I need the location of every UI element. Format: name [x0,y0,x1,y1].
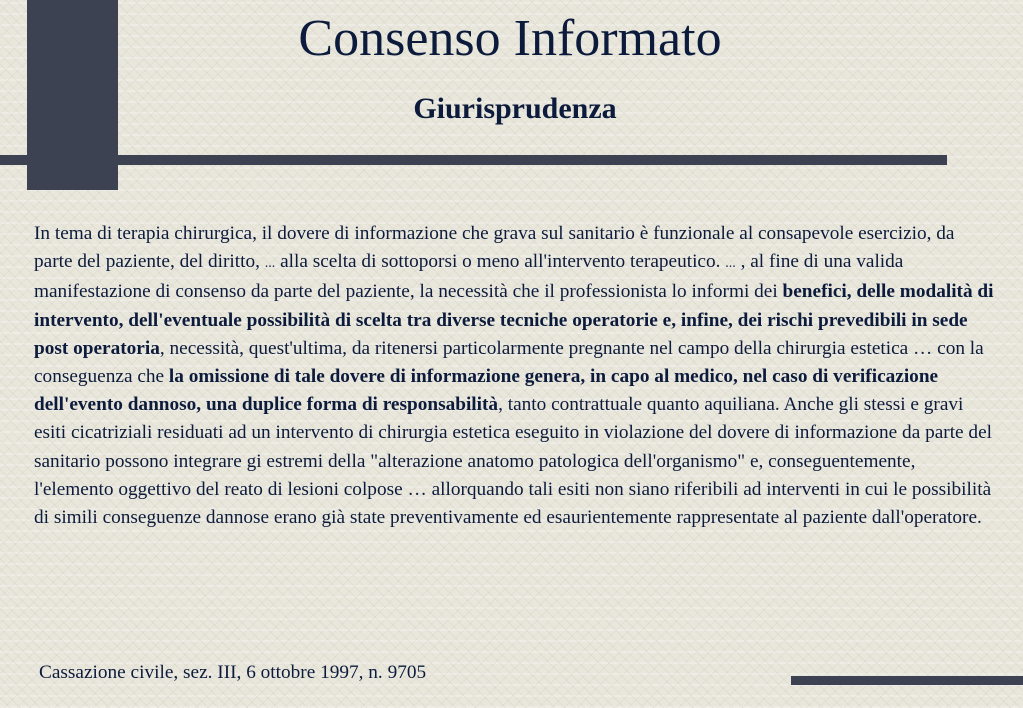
body-bold-segment: benefici, delle modalità di intervento, dell'eventuale possibilità di scelta tra diverse tecniche operatorie e, infine, dei rischi prevedibili in sede post operatoria [34,281,994,359]
body-text-segment: , al fine di una valida manifestazione di consenso da parte del paziente, la necessità che il professionista lo informi dei [34,251,904,303]
body-text-segment: In tema di terapia chirurgica, il dovere di informazione che grava sul sanitario è funzionale al consapevole esercizio, da parte del paziente, del diritto, [34,223,955,273]
body-paragraph [34,220,994,532]
body-text-segment: alla scelta di sottoporsi o meno all'intervento terapeutico. [275,251,726,273]
slide-subtitle: Giurisprudenza [413,92,617,125]
body-ellipsis: ... [725,256,736,272]
body-text-segment: , tanto contrattuale quanto aquiliana. Anche gli stessi e gravi esiti cicatriziali residuati ad un intervento di chirurgia estetica eseguito in violazione del dovere di informazione da parte del sanitario possono integrare gi estremi della "alterazione anatomo patologica dell'organismo" e, conseguentemente, l'elemento oggettivo del reato di lesioni colpose … allorquando tali esiti non siano riferibili ad interventi in cui le possibilità di simili conseguenze dannose erano già state preventivamente ed esaurientemente rappresentate al paziente dall'operatore. [34,394,992,529]
body-text-segment: , necessità, quest'ultima, da ritenersi particolarmente pregnante nel campo della chirurgia estetica … con la conseguenza che [34,337,984,388]
body-ellipsis: ... [264,256,276,272]
citation: Cassazione civile, sez. III, 6 ottobre 1997, n. 9705 [39,662,427,683]
slide-title: Consenso Informato [298,10,722,67]
bottom-decorative-bar [791,676,1023,685]
body-bold-segment: la omissione di tale dovere di informazione genera, in capo al medico, nel caso di verificazione dell'evento dannoso, una duplice forma di responsabilità [34,366,939,416]
title-divider-bar [0,155,947,165]
